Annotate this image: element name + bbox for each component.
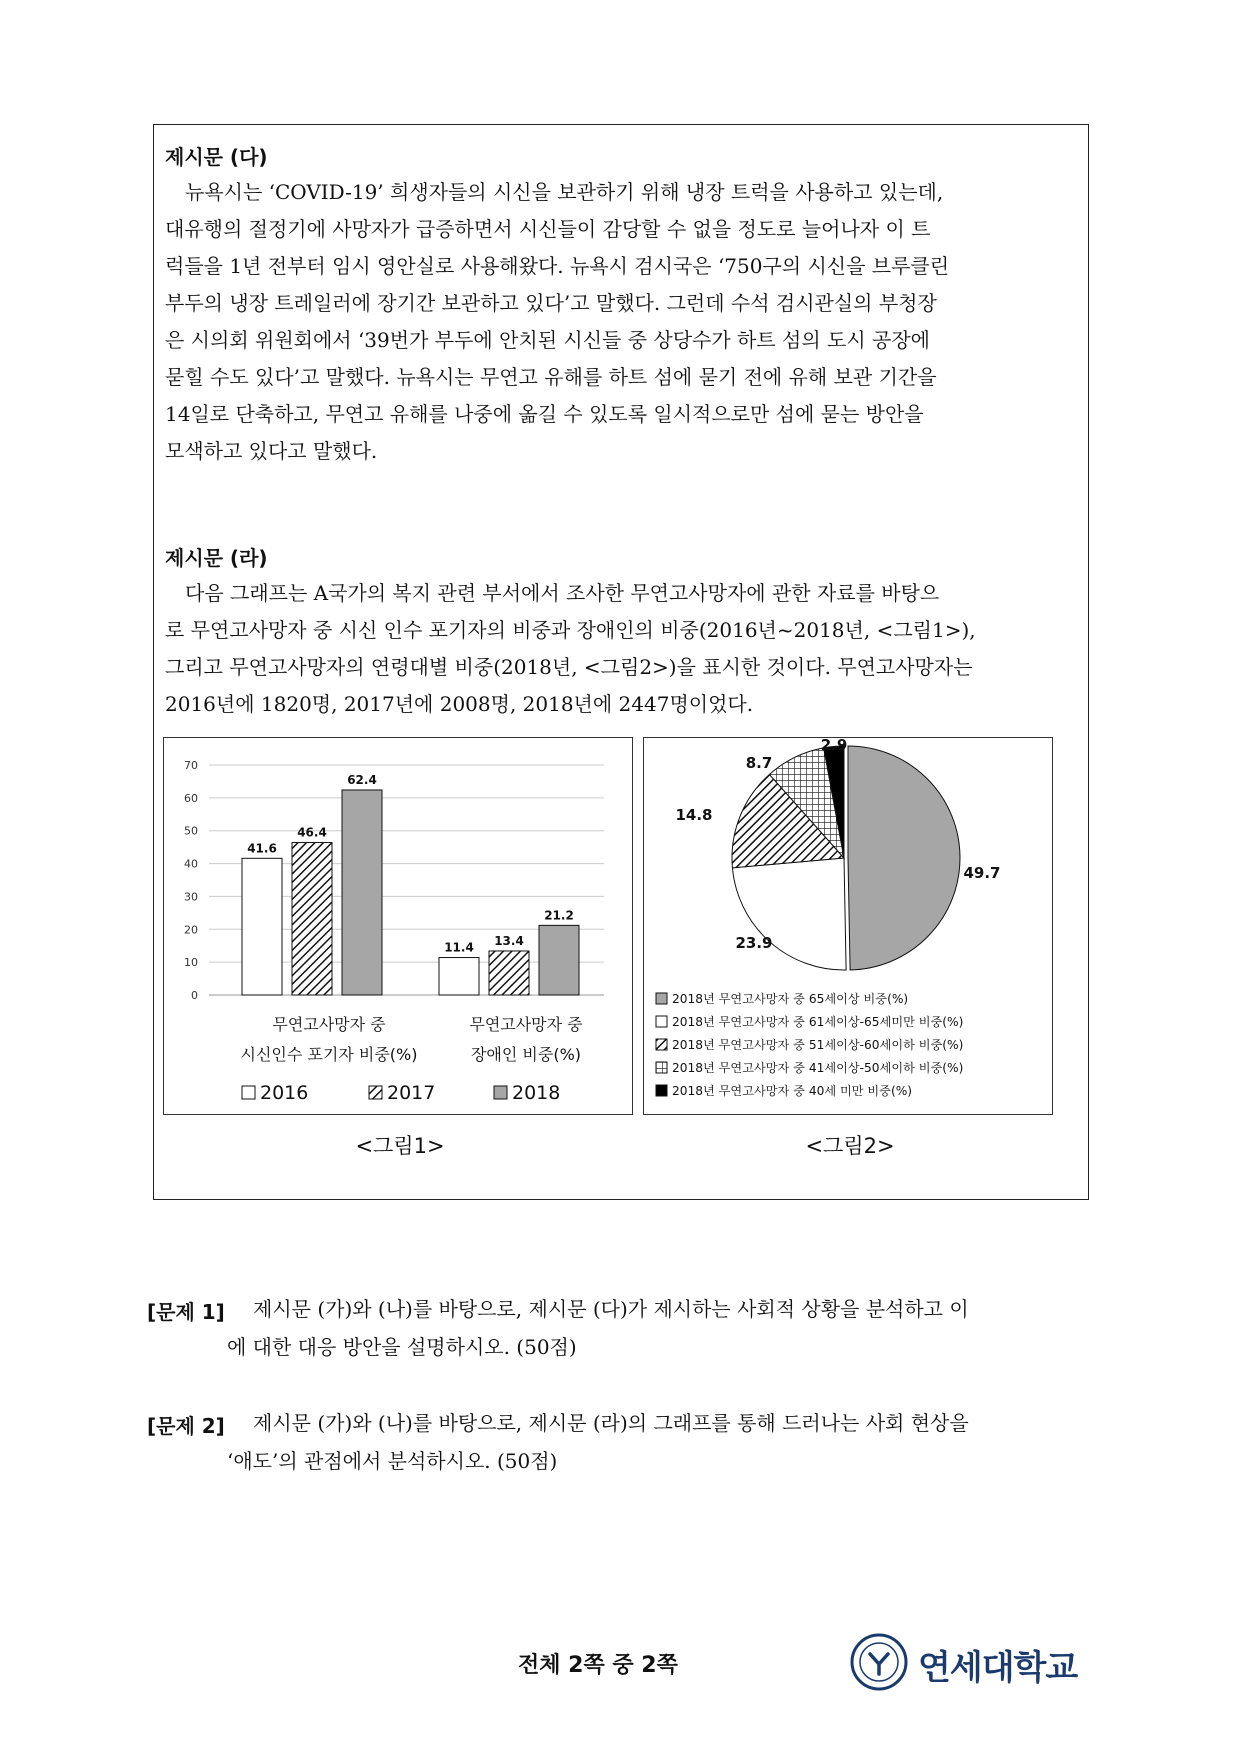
y-tick-label: 20 [184,923,198,937]
passage-ra-text [165,575,1075,723]
passage-ra-line: 로 무연고사망자 중 시신 인수 포기자의 비중과 장애인의 비중(2016년~2018년, <그림1>), [165,618,976,642]
pie-legend-label: 2018년 무연고사망자 중 41세이상-50세이하 비중(%) [672,1061,964,1075]
legend-label-2016: 2016 [260,1082,309,1104]
bar-2018 [539,925,579,995]
legend-label-2017: 2017 [387,1082,436,1104]
passage-da-line: 은 시의회 위원회에서 ‘39번가 부두에 안치된 시신들 중 상당수가 하트 섬의 도시 공장에 [165,328,930,352]
question1-line1: 제시문 (가)와 (나)를 바탕으로, 제시문 (다)가 제시하는 사회적 상황을 분석하고 이 [253,1297,969,1321]
question2-line1: 제시문 (가)와 (나)를 바탕으로, 제시문 (라)의 그래프를 통해 드러나는 사회 현상을 [253,1411,969,1435]
university-logo [848,1632,1093,1692]
passage-da-heading: 제시문 (다) [165,145,268,169]
bar-value-label: 11.4 [444,940,474,955]
figure1-caption: <그림1> [355,1134,445,1158]
passage-ra-line: 다음 그래프는 A국가의 복지 관련 부서에서 조사한 무연고사망자에 관한 자료를 바탕으 [165,581,940,605]
bar-2016 [242,858,282,995]
bar-value-label: 13.4 [494,933,524,948]
figure2-pie-chart [643,737,1053,1115]
question2-line2: ‘애도’의 관점에서 분석하시오. (50점) [227,1449,558,1473]
pie-value-label: 49.7 [963,864,1001,882]
pie-value-label: 2.9 [820,738,848,754]
passage-da-text [165,174,1075,470]
legend-swatch-2016 [242,1086,255,1099]
legend-label-2018: 2018 [512,1082,561,1104]
bar-2018 [342,790,382,995]
passage-ra-heading: 제시문 (라) [165,546,268,570]
figure2-caption: <그림2> [805,1134,895,1158]
bar-value-label: 41.6 [247,841,277,856]
passage-da-line: 14일로 단축하고, 무연고 유해를 나중에 옮길 수 있도록 일시적으로만 섬에 묻는 방안을 [165,402,924,426]
pie-legend-swatch [656,1062,667,1073]
y-tick-label: 40 [184,857,198,871]
figure1-bar-chart [163,737,633,1115]
pie-legend-swatch [656,1016,667,1027]
pie-slice [732,858,846,970]
passage-da-line: 뉴욕시는 ‘COVID-19’ 희생자들의 시신을 보관하기 위해 냉장 트럭을 사용하고 있는데, [165,180,944,204]
bar-2017 [292,843,332,995]
group-label-2-line2: 장애인 비중(%) [470,1045,582,1064]
passage-da-line: 모색하고 있다고 말했다. [165,439,378,463]
page-number: 전체 2쪽 중 2쪽 [518,1653,678,1678]
y-tick-label: 50 [184,824,198,838]
question1-text [227,1290,1083,1366]
pie-chart-svg [644,738,1054,1116]
question1-line2: 에 대한 대응 방안을 설명하시오. (50점) [227,1335,577,1359]
group-label-1-line1: 무연고사망자 중 [272,1015,386,1034]
y-tick-label: 70 [184,759,198,772]
pie-legend-label: 2018년 무연고사망자 중 40세 미만 비중(%) [672,1084,913,1098]
pie-legend-label: 2018년 무연고사망자 중 61세이상-65세미만 비중(%) [672,1015,964,1029]
passage-da-line: 묻힐 수도 있다’고 말했다. 뉴욕시는 무연고 유해를 하트 섬에 묻기 전에 유해 보관 기간을 [165,365,937,389]
pie-legend-swatch [656,993,667,1004]
passage-da-line: 럭들을 1년 전부터 임시 영안실로 사용해왔다. 뉴욕시 검시국은 ‘750구의 시신을 브루클린 [165,254,950,278]
y-tick-label: 30 [184,890,198,904]
pie-legend-swatch [656,1039,667,1050]
bar-value-label: 62.4 [347,772,377,787]
group-label-2-line1: 무연고사망자 중 [469,1015,583,1034]
bar-value-label: 21.2 [544,908,574,923]
y-tick-label: 0 [191,989,198,1002]
passage-da-line: 부두의 냉장 트레일러에 장기간 보관하고 있다’고 말했다. 그런데 수석 검시관실의 부청장 [165,291,937,315]
university-seal-icon [848,1632,910,1692]
question2-text [227,1404,1083,1480]
passage-da-line: 대유행의 절정기에 사망자가 급증하면서 시신들이 감당할 수 없을 정도로 늘어나자 이 트 [165,217,931,241]
passage-ra-line: 그리고 무연고사망자의 연령대별 비중(2018년, <그림2>)을 표시한 것이다. 무연고사망자는 [165,655,973,679]
pie-legend-label: 2018년 무연고사망자 중 65세이상 비중(%) [672,992,909,1006]
y-tick-label: 60 [184,791,198,805]
pie-legend-swatch [656,1085,667,1096]
pie-slice [848,746,960,970]
bar-2017 [489,951,529,995]
bar-2016 [439,958,479,995]
legend-swatch-2017 [369,1086,382,1099]
legend-swatch-2018 [494,1086,507,1099]
university-name: 연세대학교 [918,1648,1078,1688]
bar-value-label: 46.4 [297,825,327,840]
pie-legend-label: 2018년 무연고사망자 중 51세이상-60세이하 비중(%) [672,1038,964,1052]
passage-ra-line: 2016년에 1820명, 2017년에 2008명, 2018년에 2447명이었다. [165,692,754,716]
pie-value-label: 8.7 [745,754,773,772]
pie-value-label: 23.9 [735,934,773,952]
question1-label: [문제 1] [147,1300,225,1324]
pie-value-label: 14.8 [675,806,713,824]
group-label-1-line2: 시신인수 포기자 비중(%) [240,1045,418,1064]
y-tick-label: 10 [184,956,198,970]
question2-label: [문제 2] [147,1414,225,1438]
